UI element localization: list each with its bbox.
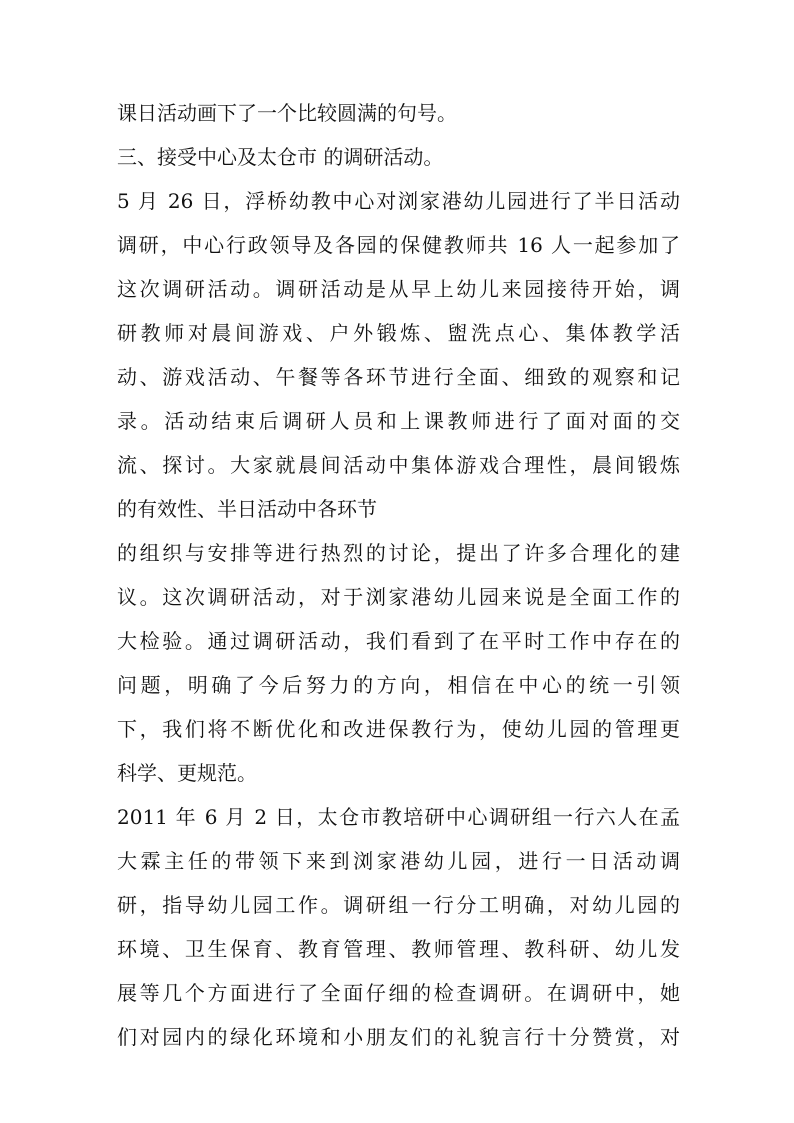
text-line-13: 大检验。通过调研活动，我们看到了在平时工作中存在的	[117, 629, 680, 653]
text-line-18: 大霖主任的带领下来到浏家港幼儿园，进行一日活动调	[117, 849, 680, 873]
text-line-7: 动、游戏活动、午餐等各环节进行全面、细致的观察和记	[117, 365, 680, 389]
text-line-6: 研教师对晨间游戏、户外锻炼、盥洗点心、集体教学活	[117, 321, 680, 345]
text-line-19: 研，指导幼儿园工作。调研组一行分工明确，对幼儿园的	[117, 893, 680, 917]
text-line-20: 环境、卫生保育、教育管理、教师管理、教科研、幼儿发	[117, 937, 680, 961]
text-line-17: 2011 年 6 月 2 日，太仓市教培研中心调研组一行六人在孟	[117, 805, 680, 829]
text-line-12: 议。这次调研活动，对于浏家港幼儿园来说是全面工作的	[117, 585, 680, 609]
text-line-22: 们对园内的绿化环境和小朋友们的礼貌言行十分赞赏，对	[117, 1025, 680, 1049]
text-line-10: 的有效性、半日活动中各环节	[117, 497, 377, 521]
text-line-4: 调研，中心行政领导及各园的保健教师共 16 人一起参加了	[117, 233, 680, 257]
text-line-21: 展等几个方面进行了全面仔细的检查调研。在调研中，她	[117, 981, 680, 1005]
text-line-2: 三、接受中心及太仓市 的调研活动。	[117, 145, 444, 169]
text-line-1: 课日活动画下了一个比较圆满的句号。	[117, 101, 457, 125]
text-line-16: 科学、更规范。	[117, 761, 257, 785]
text-line-8: 录。活动结束后调研人员和上课教师进行了面对面的交	[117, 409, 680, 433]
text-line-11: 的组织与安排等进行热烈的讨论，提出了许多合理化的建	[117, 541, 680, 565]
text-line-9: 流、探讨。大家就晨间活动中集体游戏合理性，晨间锻炼	[117, 453, 680, 477]
text-line-5: 这次调研活动。调研活动是从早上幼儿来园接待开始，调	[117, 277, 680, 301]
text-line-3: 5 月 26 日，浮桥幼教中心对浏家港幼儿园进行了半日活动	[117, 189, 680, 213]
text-line-15: 下，我们将不断优化和改进保教行为，使幼儿园的管理更	[117, 717, 680, 741]
text-line-14: 问题，明确了今后努力的方向，相信在中心的统一引领	[117, 673, 680, 697]
